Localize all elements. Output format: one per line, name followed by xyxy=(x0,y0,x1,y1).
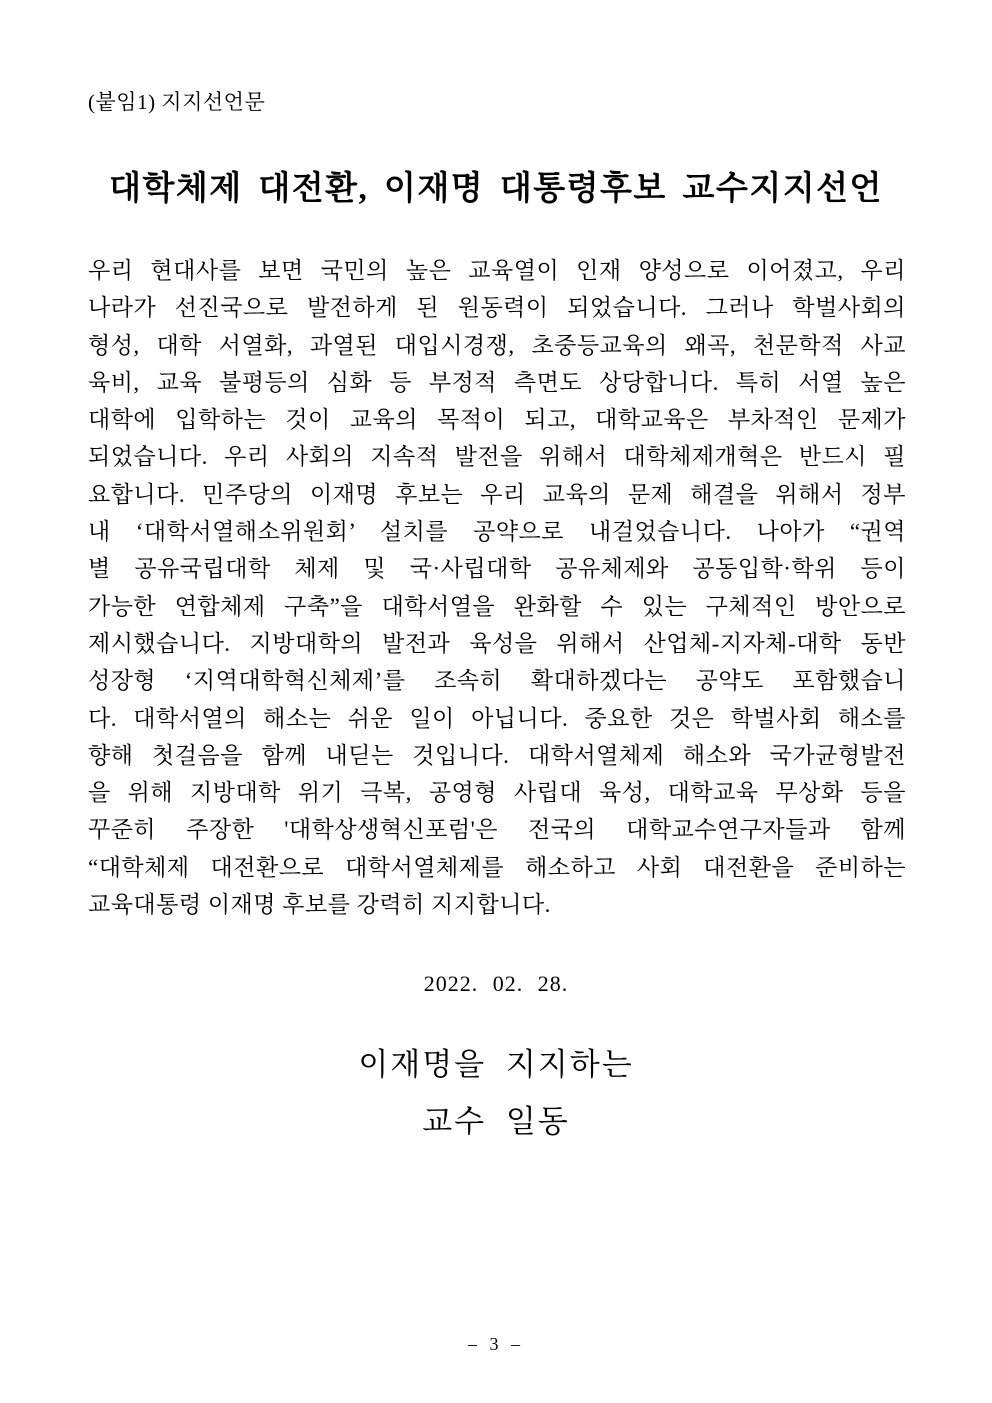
body-line: 요합니다. 민주당의 이재명 후보는 우리 교육의 문제 해결을 위해서 정부 xyxy=(88,481,906,507)
body-line: 되었습니다. 우리 사회의 지속적 발전을 위해서 대학체제개혁은 반드시 필 xyxy=(88,444,906,470)
body-line: 별 공유국립대학 체제 및 국·사립대학 공유체제와 공동입학·학위 등이 xyxy=(88,556,906,582)
body-line: 꾸준히 주장한 '대학상생혁신포럼'은 전국의 대학교수연구자들과 함께 xyxy=(88,817,906,843)
body-line: 가능한 연합체제 구축”을 대학서열을 완화할 수 있는 구체적인 방안으로 xyxy=(88,593,906,619)
body-line: 형성, 대학 서열화, 과열된 대입시경쟁, 초중등교육의 왜곡, 천문학적 사교 xyxy=(88,332,906,358)
page-number: – 3 – xyxy=(468,1334,524,1354)
body-line: 다. 대학서열의 해소는 쉬운 일이 아닙니다. 중요한 것은 학벌사회 해소를 xyxy=(88,705,906,731)
body-line: 대학에 입학하는 것이 교육의 목적이 되고, 대학교육은 부차적인 문제가 xyxy=(88,407,906,433)
attachment-label: (붙임1) 지지선언문 xyxy=(88,90,266,114)
signature-line-1: 이재명을 지지하는 xyxy=(358,1047,634,1082)
body-paragraph xyxy=(88,252,906,923)
body-line: 나라가 선진국으로 발전하게 된 원동력이 되었습니다. 그러나 학벌사회의 xyxy=(88,295,906,321)
body-line: 내 ‘대학서열해소위원회’ 설치를 공약으로 내걸었습니다. 나아가 “권역 xyxy=(88,519,906,545)
body-line: 성장형 ‘지역대학혁신체제’를 조속히 확대하겠다는 공약도 포함했습니 xyxy=(88,668,906,694)
page-title: 대학체제 대전환, 이재명 대통령후보 교수지지선언 xyxy=(109,171,883,207)
body-line: 을 위해 지방대학 위기 극복, 공영형 사립대 육성, 대학교육 무상화 등을 xyxy=(88,780,906,806)
signature-line-2: 교수 일동 xyxy=(422,1104,570,1139)
body-line: 향해 첫걸음을 함께 내딛는 것입니다. 대학서열체제 해소와 국가균형발전 xyxy=(88,742,906,768)
body-line: 제시했습니다. 지방대학의 발전과 육성을 위해서 산업체-지자체-대학 동반 xyxy=(88,630,906,656)
date-line: 2022. 02. 28. xyxy=(423,971,569,996)
body-line: 교육대통령 이재명 후보를 강력히 지지합니다. xyxy=(88,892,551,918)
body-line: 우리 현대사를 보면 국민의 높은 교육열이 인재 양성으로 이어졌고, 우리 xyxy=(88,258,906,283)
signature-block xyxy=(0,1036,992,1150)
body-line: “대학체제 대전환으로 대학서열체제를 해소하고 사회 대전환을 준비하는 xyxy=(88,854,906,880)
body-line: 육비, 교육 불평등의 심화 등 부정적 측면도 상당합니다. 특히 서열 높은 xyxy=(88,369,906,395)
